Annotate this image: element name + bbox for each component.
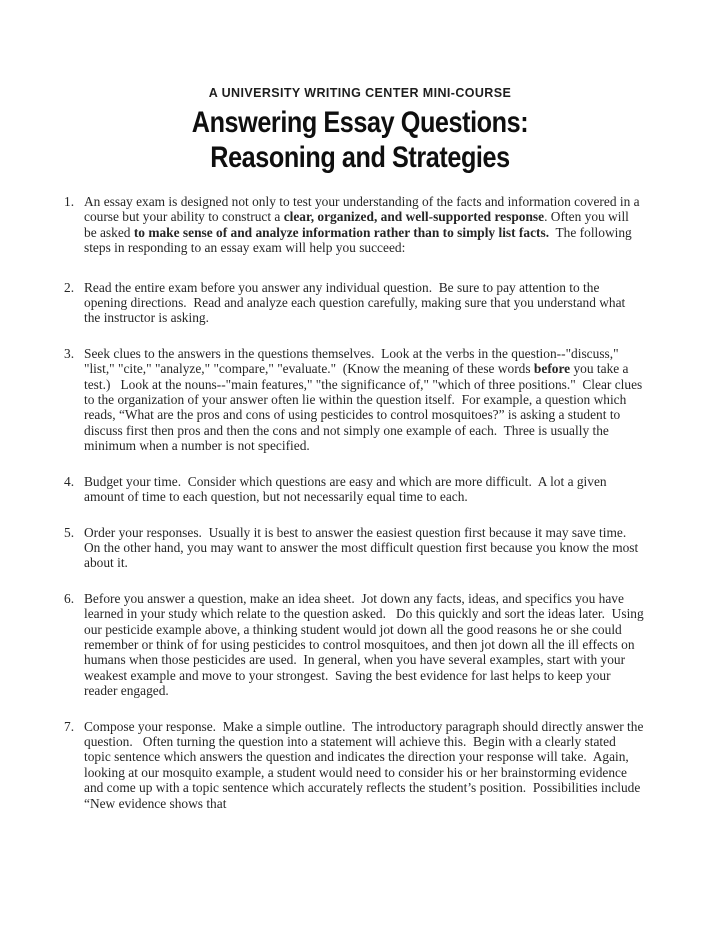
step-text: Budget your time. Consider which questions are easy and which are more difficult. A lot a given amount of time to each question, but not necessarily equal time to each.	[84, 473, 610, 505]
title-line-2: Reasoning and Strategies	[210, 141, 510, 174]
step-text: Read the entire exam before you answer any individual question. Be sure to pay attention to the opening directions. Read and analyze each question carefully, making sure that you understand what the instructor is asking.	[84, 279, 629, 326]
step-item-6	[64, 590, 648, 699]
step-text: Compose your response. Make a simple outline. The introductory paragraph should directly answer the question. Often turning the question into a statement will achieve this. Begin with a clearly stated topic sentence which answers the question and indicates the direction your response will take. Again, looking at our mosquito example, a student would need to consider his or her brainstorming evidence and come up with a topic sentence which accurately reflects the student’s position. Possibilities include “New evidence shows that	[84, 718, 647, 811]
step-text: Seek clues to the answers in the questions themselves. Look at the verbs in the question--"discuss," "list," "cite," "analyze," "compare," "evaluate." (Know the meaning of these words before you take a test.) Look at the nouns--"main features," "the significance of," "which of three positions." Clear clues to the organization of your answer often lie within the question itself. For example, a question which reads, “What are the pros and cons of using pesticides to control mosquitoes?” is asking a student to discuss first then pros and then the cons and not simply one example of each. Three is usually the minimum when a number is not specified.	[84, 345, 646, 454]
step-item-2	[64, 280, 644, 326]
step-item-3	[64, 346, 644, 454]
step-number: 5.	[64, 524, 75, 540]
step-item-5	[64, 525, 644, 571]
document-title	[0, 105, 720, 175]
steps-list	[0, 194, 720, 811]
step-text: Order your responses. Usually it is best to answer the easiest question first because it may save time. On the other hand, you may want to answer the most difficult question first because you know the most about it.	[84, 524, 642, 571]
step-number: 6.	[64, 590, 75, 606]
course-kicker: A UNIVERSITY WRITING CENTER MINI-COURSE	[208, 86, 512, 100]
step-number: 7.	[64, 718, 75, 734]
step-number: 3.	[64, 345, 75, 361]
step-text: Before you answer a question, make an idea sheet. Jot down any facts, ideas, and specifics you have learned in your study which relate to the question asked. Do this quickly and sort the ideas later. Using our pesticide example above, a thinking student would jot down all the good reasons he or she could remember or think of for using pesticides to control mosquitoes, and then jot down all the ill effects on humans when those pesticides are used. In general, when you have several examples, start with your weakest example and move to your strongest. Saving the best evidence for last helps to keep your reader engaged.	[84, 590, 648, 699]
step-item-4	[64, 474, 644, 505]
step-number: 2.	[64, 279, 75, 295]
step-item-7	[64, 718, 647, 811]
title-line-1: Answering Essay Questions:	[191, 106, 529, 139]
document-header	[0, 86, 720, 175]
step-number: 1.	[64, 194, 75, 209]
step-item-1	[64, 194, 644, 256]
step-text: An essay exam is designed not only to test your understanding of the facts and information covered in a course but your ability to construct a clear, organized, and well-supported response. Often you will be asked to make sense of and analyze information rather than to simply list facts. The following steps in responding to an essay exam will help you succeed:	[84, 194, 643, 256]
step-number: 4.	[64, 473, 75, 489]
